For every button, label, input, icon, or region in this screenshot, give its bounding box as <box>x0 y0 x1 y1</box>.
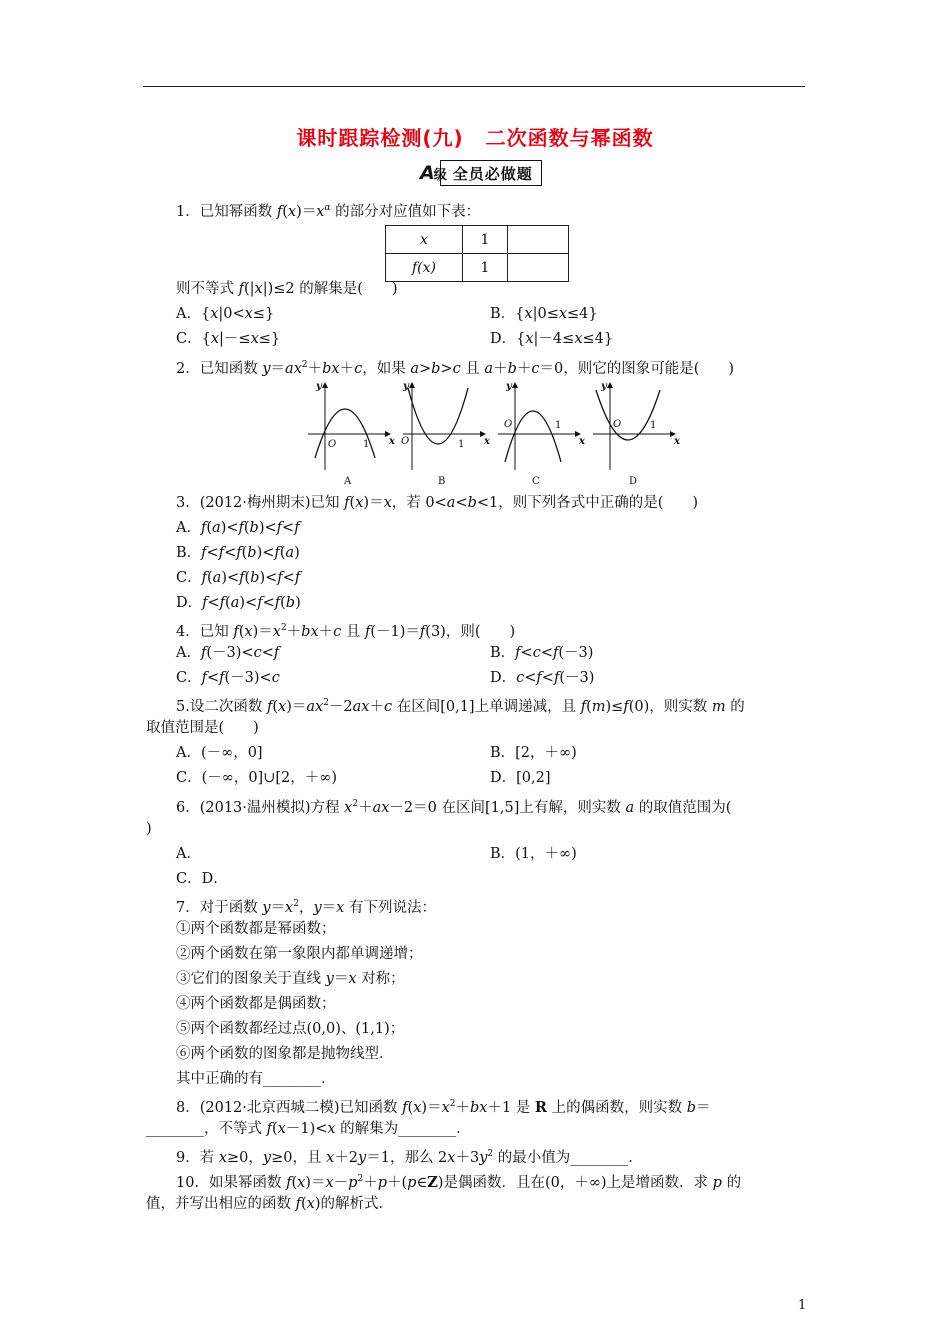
page-number: 1 <box>798 1298 807 1313</box>
graph-d <box>593 381 681 487</box>
table-cell: 1 <box>463 226 508 254</box>
svg-text:O: O <box>401 436 410 447</box>
q7-stem: 7．对于函数 $y=x^2$，y＝x 有下列说法： <box>176 899 436 916</box>
q3-option-b: B．f<f<f(b)<f(a) <box>176 545 300 561</box>
graph-label: A <box>344 476 352 487</box>
svg-text:O: O <box>504 419 513 430</box>
svg-text:x: x <box>579 436 585 447</box>
q7-item-4: ④两个函数都是偶函数； <box>176 996 336 1012</box>
q4-option-a: A．f(－3)<c<f <box>176 645 280 661</box>
q5-option-d: D．[0,2] <box>490 770 551 786</box>
graph-label: D <box>629 476 638 487</box>
q3-option-c: C．f(a)<f(b)<f<f <box>176 570 301 586</box>
svg-text:x: x <box>674 436 680 447</box>
q2-stem: 2．已知函数 $y=ax^2+bx+c$，如果 a>b>c 且 a＋b＋c＝0，则它的图象可能是( ) <box>176 360 735 377</box>
q3-option-a: A．f(a)<f(b)<f<f <box>176 520 300 536</box>
q2-graphs <box>305 380 685 490</box>
q7-item-6: ⑥两个函数的图象都是抛物线型． <box>176 1046 394 1062</box>
graph-b <box>401 381 491 487</box>
q1-option-a: A．{x|0<x≤} <box>176 306 275 322</box>
level-label: 全员必做题 <box>440 160 542 186</box>
svg-text:O: O <box>613 419 622 430</box>
q7-question: 其中正确的有________． <box>176 1071 336 1087</box>
svg-text:y: y <box>403 381 409 392</box>
q7-item-5: ⑤两个函数都经过点(0,0)、(1,1)； <box>176 1021 405 1037</box>
q1-question: 则不等式 f(|x|)≤2 的解集是( ) <box>176 281 398 297</box>
level-mark <box>420 162 446 184</box>
table-row <box>386 226 569 254</box>
table-cell: f(x) <box>386 254 463 282</box>
graph-label: B <box>438 476 446 487</box>
level-badge <box>420 158 542 188</box>
svg-text:1: 1 <box>650 420 657 431</box>
svg-text:O: O <box>328 439 337 450</box>
q4-option-b: B．f<c<f(－3) <box>490 645 594 661</box>
q5-option-c: C．(－∞，0]∪[2，＋∞) <box>176 770 337 786</box>
q3-option-d: D．f<f(a)<f<f(b) <box>176 595 301 611</box>
table-row <box>386 254 569 282</box>
title-part-2: 二次函数与幂函数 <box>485 126 654 150</box>
graph-c <box>498 381 586 487</box>
q6-option-cd: C．D． <box>176 871 228 887</box>
q6-stem-cont: ) <box>146 821 152 837</box>
q10-stem: 10．如果幂函数 $f(x)=x-p^2+p+(p\in Z)$是偶函数．且在(0，＋∞)上是增函数．求 p 的 <box>176 1173 742 1191</box>
table-cell: x <box>386 226 463 254</box>
q9-stem: 9．若 x≥0，y≥0，且 x＋2y＝1，那么 $2x+3y^2$ 的最小值为________． <box>176 1149 643 1166</box>
level-suffix: 级 <box>433 168 446 183</box>
svg-text:x: x <box>389 436 395 447</box>
q5-option-b: B．[2，＋∞) <box>490 745 577 761</box>
q4-option-d: D．c<f<f(－3) <box>490 670 595 686</box>
value-table <box>385 225 569 282</box>
q5-stem-cont: 取值范围是( ) <box>146 720 259 736</box>
q8-stem-cont: ________，不等式 f(x－1)<x 的解集为________． <box>146 1121 471 1137</box>
q7-item-3: ③它们的图象关于直线 y＝x 对称； <box>176 971 405 987</box>
q1-option-b: B．{x|0≤x≤4} <box>490 306 598 322</box>
q5-stem: 5.设二次函数 $f(x)=ax^2-2ax+c$ 在区间[0,1]上单调递减，且 f(m)≤f(0)，则实数 m 的 <box>176 698 745 715</box>
svg-text:y: y <box>316 381 322 392</box>
q1-stem: 1．已知幂函数 $f(x)=x^\alpha$ 的部分对应值如下表： <box>176 203 481 220</box>
level-letter: A <box>420 162 434 184</box>
q4-stem: 4．已知 $f(x)=x^2+bx+c$ 且 f(－1)＝f(3)，则( ) <box>176 623 516 640</box>
q3-stem: 3．(2012·梅州期末)已知 f(x)＝x，若 0<a<b<1，则下列各式中正确的是( ) <box>176 495 699 511</box>
svg-text:x: x <box>484 436 490 447</box>
svg-text:1: 1 <box>555 420 562 431</box>
title-part-1: 课时跟踪检测(九) <box>296 126 464 150</box>
q6-option-a: A． <box>176 846 201 862</box>
table-cell <box>508 226 569 254</box>
svg-text:y: y <box>506 381 512 392</box>
table-cell <box>508 254 569 282</box>
q10-stem-cont: 值，并写出相应的函数 f(x)的解析式． <box>146 1196 394 1212</box>
q5-option-a: A．(－∞，0] <box>176 745 263 761</box>
svg-text:y: y <box>601 381 607 392</box>
q7-item-1: ①两个函数都是幂函数； <box>176 921 336 937</box>
q1-option-c: C．{x|－≤x≤} <box>176 331 281 347</box>
q7-item-2: ②两个函数在第一象限内都单调递增； <box>176 946 423 962</box>
page-title <box>0 122 950 151</box>
table-cell: 1 <box>463 254 508 282</box>
top-rule <box>143 86 805 87</box>
q4-option-c: C．f<f(－3)<c <box>176 670 280 686</box>
q6-stem: 6．(2013·温州模拟)方程 $x^2+ax-2=0$ 在区间[1,5]上有解，则实数 a 的取值范围为( <box>176 799 732 816</box>
graph-label: C <box>532 476 540 487</box>
svg-text:1: 1 <box>363 439 370 450</box>
q1-option-d: D．{x|－4≤x≤4} <box>490 331 614 347</box>
graph-a <box>308 381 396 487</box>
q6-option-b: B．(1，＋∞) <box>490 846 577 862</box>
svg-text:1: 1 <box>458 439 465 450</box>
q8-stem: 8．(2012·北京西城二模)已知函数 $f(x)=x^2+bx+1$ 是 R 上的偶函数，则实数 b＝ <box>176 1098 711 1116</box>
